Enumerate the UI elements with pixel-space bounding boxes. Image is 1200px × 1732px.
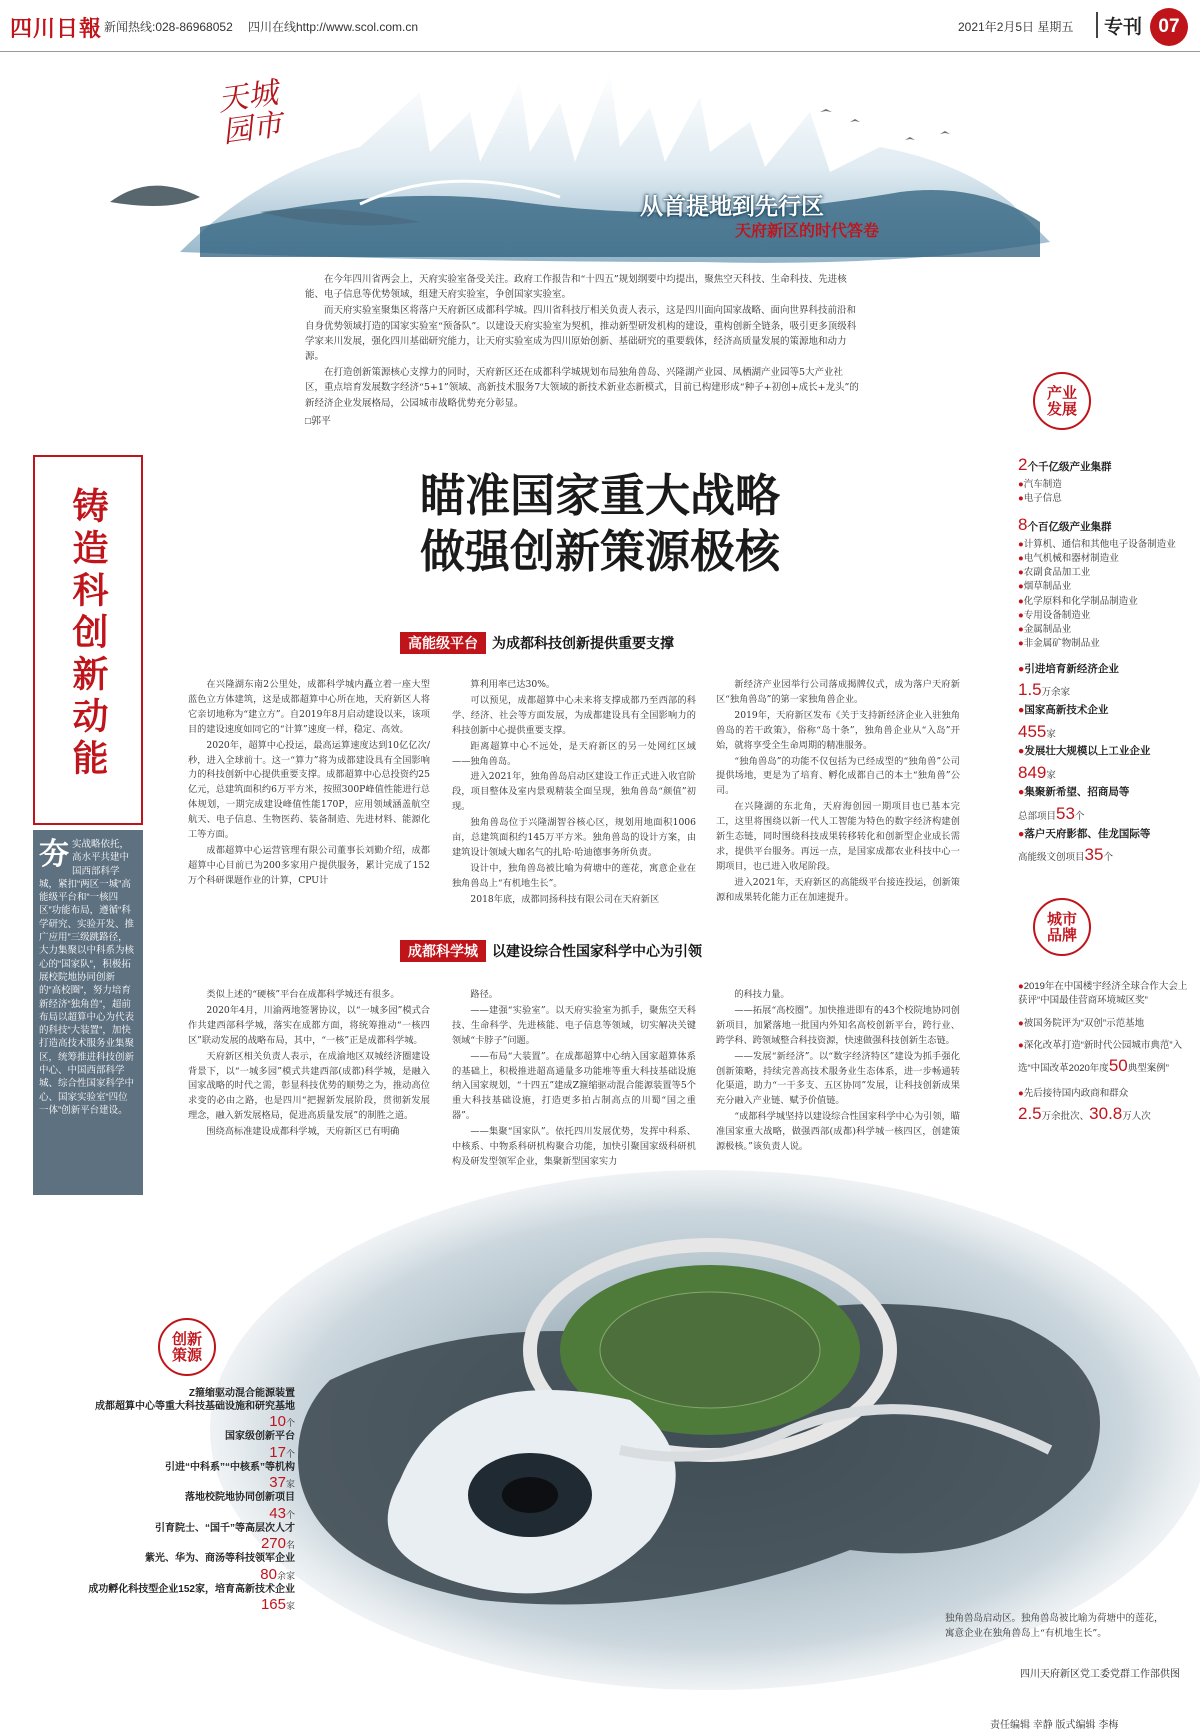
- vertical-banner: [33, 455, 143, 825]
- industry-stats: 2个千亿级产业集群 ●汽车制造 ●电子信息 8个百亿级产业集群 ●计算机、通信和其他电子设备制造业 ●电气机械和器材制造业 ●农副食品加工业 ●烟草制品业 ●化学原料和化学制品制造业 ●专用设备制造业 ●金属制品业 ●非金属矿物制品业 ●引进培育新经济企业 1.5万余家 ●国家高新技术企业 455家 ●发展壮大规模以上工业企业 849家 ●集聚新希望、招商局等 总部项目53个 ●落户天府影都、佳龙国际等 高能级文创项目35个: [1018, 455, 1176, 865]
- stat-unit: 个: [285, 1509, 295, 1520]
- stat-unit: 典型案例”: [1127, 1063, 1169, 1074]
- stat-number: 10: [269, 1413, 286, 1430]
- stat-number: 53: [1056, 804, 1075, 823]
- article-column: [188, 678, 430, 890]
- industry-item: 电子信息: [1023, 492, 1062, 504]
- stat-label: Z箍缩驱动混合能源装置: [188, 1388, 295, 1399]
- article-paragraph: 2018年底，成都同扬科技有限公司在天府新区: [470, 893, 660, 905]
- stat-label: 国家级创新平台: [225, 1431, 295, 1442]
- article-paragraph: 2019年，天府新区发布《关于支持新经济企业入驻独角兽岛的若干政策》，俗称“岛十条”，独角兽企业从“入岛”开始，就将享受全生命周期的精准服务。: [716, 709, 960, 751]
- brand-item: 先后接待国内政商和群众: [1023, 1087, 1129, 1099]
- stat-unit: 家: [285, 1601, 295, 1611]
- stat-prefix: 高能级文创项目: [1018, 852, 1085, 864]
- industry-item: 专用设备制造业: [1023, 609, 1091, 621]
- industry-item: 农副食品加工业: [1023, 567, 1091, 578]
- article-paragraph: 在兴隆湖的东北角，天府海创园一期项目也已基本完工，这里将围绕以新一代人工智能为特色的数字经济构建创新生态链，同时围绕科技成果转移转化和创新型企业成长需求，提供平台服务。再远一点，是国家成都农业科技中心一期项目，也已进入收尾阶段。: [716, 801, 960, 872]
- page-number-badge: 07: [1150, 8, 1188, 46]
- article-paragraph: ——布局“大装置”。在成都超算中心纳入国家超算体系的基础上，积极推进超高通量多功能堆等重大科技基础设施纳入国家规划，“十四五”建成Z箍缩驱动混合能源装置等5个重大科技基础设施，打造更多拍占制高点的川蜀“国之重器”。: [452, 1050, 696, 1122]
- article-paragraph: 可以预见，成都超算中心未来将支撑成都乃至西部的科学、经济、社会等方面发展，为成都建设具有全国影响力的科技创新中心提供重要支撑。: [452, 694, 696, 736]
- masthead: [0, 0, 1200, 52]
- stat-unit: 家: [285, 1479, 295, 1489]
- article-paragraph: 成都超算中心运营管理有限公司董事长刘勤介绍，成都超算中心目前已为200多家用户提供服务，累计完成了152万个科研课题作业的计算，CPU计: [188, 844, 430, 886]
- article-column: [716, 678, 960, 907]
- section-subtitle: 为成都科技创新提供重要支撑: [492, 635, 674, 651]
- stat-number: 43: [269, 1504, 286, 1522]
- issue-date: 2021年2月5日 星期五: [958, 20, 1074, 34]
- headline-line: 瞄准国家重大战略: [419, 469, 780, 522]
- vertical-banner-title: 铸造科创新动能: [67, 487, 109, 781]
- news-hotline: 新闻热线:028-86968052: [104, 20, 233, 34]
- article-paragraph: ——集聚“国家队”。依托四川发展优势，发挥中科系、中核系、中物系科研机构聚合功能，加快引聚国家级科研机构及研发型领军企业，集聚新型国家实力: [452, 1126, 696, 1167]
- intro-paragraph: 在打造创新策源核心支撑力的同时，天府新区还在成都科学城规划布局独角兽岛、兴隆湖产业园、凤栖湖产业园等5大产业社区，重点培育发展数字经济“5+1”领域、高新技术服务7大领域的新技术新业态新模式，目前已构建形成“种子+初创+成长+龙头”的新经济企业发展格局，公园城市战略优势充分彰显。: [305, 367, 859, 409]
- hero-cityscape-illustration: [0, 52, 1200, 267]
- article-paragraph: 算利用率已达30%。: [470, 679, 556, 690]
- hero-subtitle: 天府新区的时代答卷: [735, 223, 880, 240]
- article-paragraph: 2020年4月，川渝两地签署协议，以“一城多园”模式合作共建西部科学城，落实在成都方面，将统筹推动“一核四区”联动发展的战略布局，其中，“一核”正是成都科学城。: [188, 1004, 430, 1046]
- article-paragraph: 的科技力量。: [734, 989, 790, 1000]
- innovation-circle-badge: 创新策源: [158, 1318, 216, 1376]
- stat-label: 引育院士、“国千”等高层次人才: [155, 1522, 295, 1534]
- stat-unit: 万余批次、: [1041, 1110, 1090, 1122]
- intro-paragraph: 在今年四川省两会上，天府实验室备受关注。政府工作报告和“十四五”规划纲要中均提出，聚焦空天科技、生命科技、先进核能、电子信息等优势领域，组建天府实验室，争创国家实验室。: [305, 274, 847, 301]
- stat-label: 落户天府影都、佳龙国际等: [1024, 827, 1151, 840]
- article-paragraph: 类似上述的“硬核”平台在成都科学城还有很多。: [206, 989, 400, 1000]
- stat-number: 35: [1084, 845, 1104, 865]
- article-paragraph: ——拓展“高校圈”。加快推进即有的43个校院地协同创新项目，加紧落地一批国内外知名高校创新平台，跨行业、跨学科、跨领域整合科技资源，快速做强科技创新生态链。: [716, 1004, 960, 1046]
- article-paragraph: 设计中，独角兽岛被比喻为荷塘中的莲花，寓意企业在独角兽岛上“有机地生长”。: [452, 862, 696, 889]
- section-tag: 成都科学城: [400, 940, 486, 962]
- stat-label: 集聚新希望、招商局等: [1024, 786, 1130, 799]
- industry-item: 计算机、通信和其他电子设备制造业: [1023, 538, 1176, 550]
- stat-number: 455: [1018, 721, 1047, 741]
- section-heading-science-city: [400, 940, 702, 962]
- stat-label: 国家高新技术企业: [1024, 703, 1109, 716]
- newspaper-logo: 四川日報: [10, 16, 103, 42]
- article-paragraph: 距离超算中心不远处，是天府新区的另一处网红区域——独角兽岛。: [452, 740, 696, 767]
- article-paragraph: 进入2021年，天府新区的高能级平台接连投运，创新策源和成果转化能力正在加速提升。: [716, 876, 960, 903]
- stat-unit: 万余家: [1041, 687, 1071, 699]
- stat-unit: 个: [1074, 811, 1085, 822]
- section-label: 专刊: [1104, 17, 1143, 38]
- article-paragraph: 天府新区相关负责人表示，在成渝地区双城经济圈建设背景下，以“一城多园”模式共建西部(成都)科学城，是融入国家战略的时代之需，彰显科技优势的顺势之为，推动高位求变的必由之路，也是四川“把握新发展阶段，贯彻新发展理念，融入新发展格局，促进高质量发展”的制胜之道。: [188, 1050, 430, 1122]
- stat-number: 30.8: [1089, 1103, 1123, 1123]
- stat-label: 引进培育新经济企业: [1024, 662, 1119, 675]
- stat-prefix: 总部项目: [1018, 811, 1057, 822]
- stat-unit: 个: [285, 1448, 295, 1459]
- brand-item: 深化改革打造“新时代公园城市典范”入选“中国改革2020年度: [1018, 1039, 1183, 1074]
- dropcap: 夯: [39, 837, 69, 872]
- banner-summary-block: [33, 830, 143, 1195]
- stat-number: 2.5: [1018, 1103, 1042, 1123]
- section-subtitle: 以建设综合性国家科学中心为引领: [492, 943, 702, 959]
- stat-number: 8: [1018, 515, 1028, 534]
- article-paragraph: 进入2021年，独角兽岛启动区建设工作正式进入收官阶段，项目整体及室内景观精装全面呈现，独角兽岛“颜值”初现。: [452, 771, 696, 813]
- stat-unit: 家: [1046, 769, 1056, 781]
- photo-caption: 独角兽岛启动区。独角兽岛被比喻为荷塘中的莲花，寓意企业在独角兽岛上“有机地生长”。: [945, 1613, 1164, 1639]
- article-paragraph: 围绕高标准建设成都科学城，天府新区已有明确: [206, 1126, 400, 1138]
- main-headline: [315, 468, 885, 581]
- stat-label: 发展壮大规模以上工业企业: [1024, 745, 1151, 757]
- industry-item: 化学原料和化学制品制造业: [1023, 595, 1138, 607]
- article-column: [452, 678, 696, 909]
- brand-circle-badge: 城市品牌: [1033, 898, 1091, 956]
- stat-number: 17: [269, 1443, 286, 1461]
- article-paragraph: 在兴隆湖东南2公里处，成都科学城内矗立着一座大型蓝色立方体建筑，这是成都超算中心所在地，天府新区人将它亲切地称为“建立方”。自2019年8月启动建设以来，该项目的建设速度如同它的“计算”速度一样，稳定、高效。: [188, 679, 430, 735]
- stat-unit: 家: [1046, 728, 1056, 740]
- brand-item: 2019年在中国楼宇经济全球合作大会上获评“中国最佳营商环境城区奖”: [1018, 981, 1188, 1007]
- headline-line: 做强创新策源极核: [419, 525, 780, 579]
- brand-item: 被国务院评为“双创”示范基地: [1023, 1017, 1145, 1029]
- stat-number: 165: [260, 1596, 286, 1613]
- industry-item: 电气机械和器材制造业: [1023, 552, 1119, 564]
- industry-item: 金属制品业: [1023, 624, 1072, 635]
- stat-number: 849: [1018, 762, 1047, 782]
- hero-title: 从首提地到先行区: [640, 193, 824, 219]
- article-paragraph: ——建强“实验室”。以天府实验室为抓手，聚焦空天科技、生命科学、先进核能、电子信息等领域，切实解决关键领域“卡脖子”问题。: [452, 1004, 696, 1046]
- stat-number: 1.5: [1018, 680, 1042, 700]
- innovation-stats: [55, 1388, 295, 1614]
- stat-unit: 个: [285, 1418, 295, 1428]
- intro-paragraph: 而天府实验室聚集区将落户天府新区成都科学城。四川省科技厅相关负责人表示，这是四川面向国家战略、面向世界科技前沿和自身优势领域打造的国家实验室“预备队”。以建设天府实验室为契机，推动新型研发机构的建设，重构创新全链条，吸引更多顶级科学家来川发展，强化四川基础研究能力，让天府实验室成为四川原始创新、基础研究的重要载体，经济高质量发展的策源地和动力源。: [305, 305, 857, 362]
- photo-credit: 四川天府新区党工委党群工作部供图: [1020, 1669, 1180, 1680]
- stat-unit: 个: [1103, 852, 1113, 864]
- article-paragraph: 新经济产业园举行公司落成揭牌仪式，成为落户天府新区“独角兽岛”的第一家独角兽企业。: [716, 679, 960, 705]
- article-column: [452, 988, 696, 1171]
- series-calligraphy-title: 天城园市: [215, 75, 285, 150]
- stat-label: 引进“中科系”“中核系”等机构: [165, 1461, 295, 1473]
- stat-number: 2: [1018, 455, 1028, 474]
- stat-number: 80: [260, 1565, 277, 1583]
- stat-unit: 名: [285, 1540, 295, 1550]
- brand-stats: ●2019年在中国楼宇经济全球合作大会上获评“中国最佳营商环境城区奖” ●被国务院评为“双创”示范基地 ●深化改革打造“新时代公园城市典范”入选“中国改革2020年度50典型案例” ●先后接待国内政商和群众 2.5万余批次、30.8万人次: [1018, 981, 1188, 1123]
- stat-label: 个百亿级产业集群: [1027, 521, 1112, 533]
- stat-label: 紫光、华为、商汤等科技领军企业: [145, 1553, 295, 1564]
- industry-item: 汽车制造: [1023, 478, 1062, 490]
- stat-label: 落地校院地协同创新项目: [185, 1492, 295, 1503]
- article-paragraph: 路径。: [470, 989, 498, 1000]
- article-paragraph: 独角兽岛位于兴隆湖智谷核心区，规划用地面积1006亩，总建筑面积约145万平方米。独角兽岛的设计方案，由建筑设计领域大咖名气的扎哈·哈迪德事务所负责。: [452, 817, 696, 858]
- intro-text: [305, 272, 860, 412]
- article-column: [188, 988, 430, 1141]
- article-paragraph: “成都科学城坚持以建设综合性国家科学中心为引领，瞄准国家重大战略，做强西部(成都)科学城一核四区，创建策源极核。”该负责人说。: [716, 1111, 960, 1153]
- industry-circle-badge: 产业发展: [1033, 372, 1091, 430]
- article-paragraph: ——发展“新经济”。以“数字经济特区”建设为抓手强化创新策略，持续完善高技术服务业生态体系，进一步畅通转化渠道，助力“一干多支、五区协同”发展，让科技创新成果充分融入产业链、赋予价值链。: [716, 1050, 960, 1107]
- industry-item: 烟草制品业: [1023, 581, 1072, 593]
- website-text: 四川在线http://www.scol.com.cn: [248, 20, 419, 34]
- section-tag: 高能级平台: [400, 632, 486, 654]
- divider: [1096, 12, 1098, 38]
- stat-label: 成功孵化科技型企业152家，培育高新技术企业: [88, 1583, 295, 1595]
- editor-credits: 责任编辑 幸静 版式编辑 李梅: [990, 1720, 1119, 1731]
- section-heading-platform: [400, 632, 674, 654]
- article-paragraph: 2020年，超算中心投运，最高运算速度达到10亿亿次/秒，进入全球前十。这一“算力”将为成都建设具有全国影响力的科技创新中心提供重要支撑。成都超算中心总投资约25亿元，总建筑面积约6万平方米，按照300P峰值性能进行总体规划，一期完成建设峰值性能170P，应用领域涵盖航空航天、电子信息、生物医药、装备制造、先进材料、能源化工等方面。: [188, 739, 430, 841]
- article-column: [716, 988, 960, 1156]
- article-paragraph: “独角兽岛”的功能不仅包括为已经成型的“独角兽”公司提供场地，更是为了培育、孵化成都自己的本土“独角兽”公司。: [716, 755, 960, 797]
- byline: □郭平: [305, 416, 332, 427]
- stat-label: 成都超算中心等重大科技基础设施和研究基地: [95, 1400, 295, 1412]
- stat-number: 50: [1108, 1056, 1128, 1075]
- stat-label: 个千亿级产业集群: [1027, 461, 1112, 473]
- stat-unit: 余家: [276, 1570, 295, 1581]
- industry-item: 非金属矿物制品业: [1023, 638, 1100, 650]
- stat-number: 270: [260, 1535, 286, 1552]
- banner-summary-text: 实战略依托，高水平共建中国西部科学城，紧扣“两区一城”高能级平台和“一核四区”功能布局，遵循“科学研究、实验开发、推广应用”三级跳路径，大力集聚以中科系为核心的“国家队”，积极拓展校院地协同创新的“高校圈”，努力培育新经济“独角兽”，超前布局以超算中心为代表的科技“大装置”，加快打造高技术服务业集聚区，统筹推进科技创新中心、中国西部科学城、综合性国家科学中心、国家实验室“四位一体”创新平台建设。: [39, 839, 135, 1116]
- stat-number: 37: [269, 1474, 286, 1491]
- stat-unit: 万人次: [1122, 1110, 1151, 1122]
